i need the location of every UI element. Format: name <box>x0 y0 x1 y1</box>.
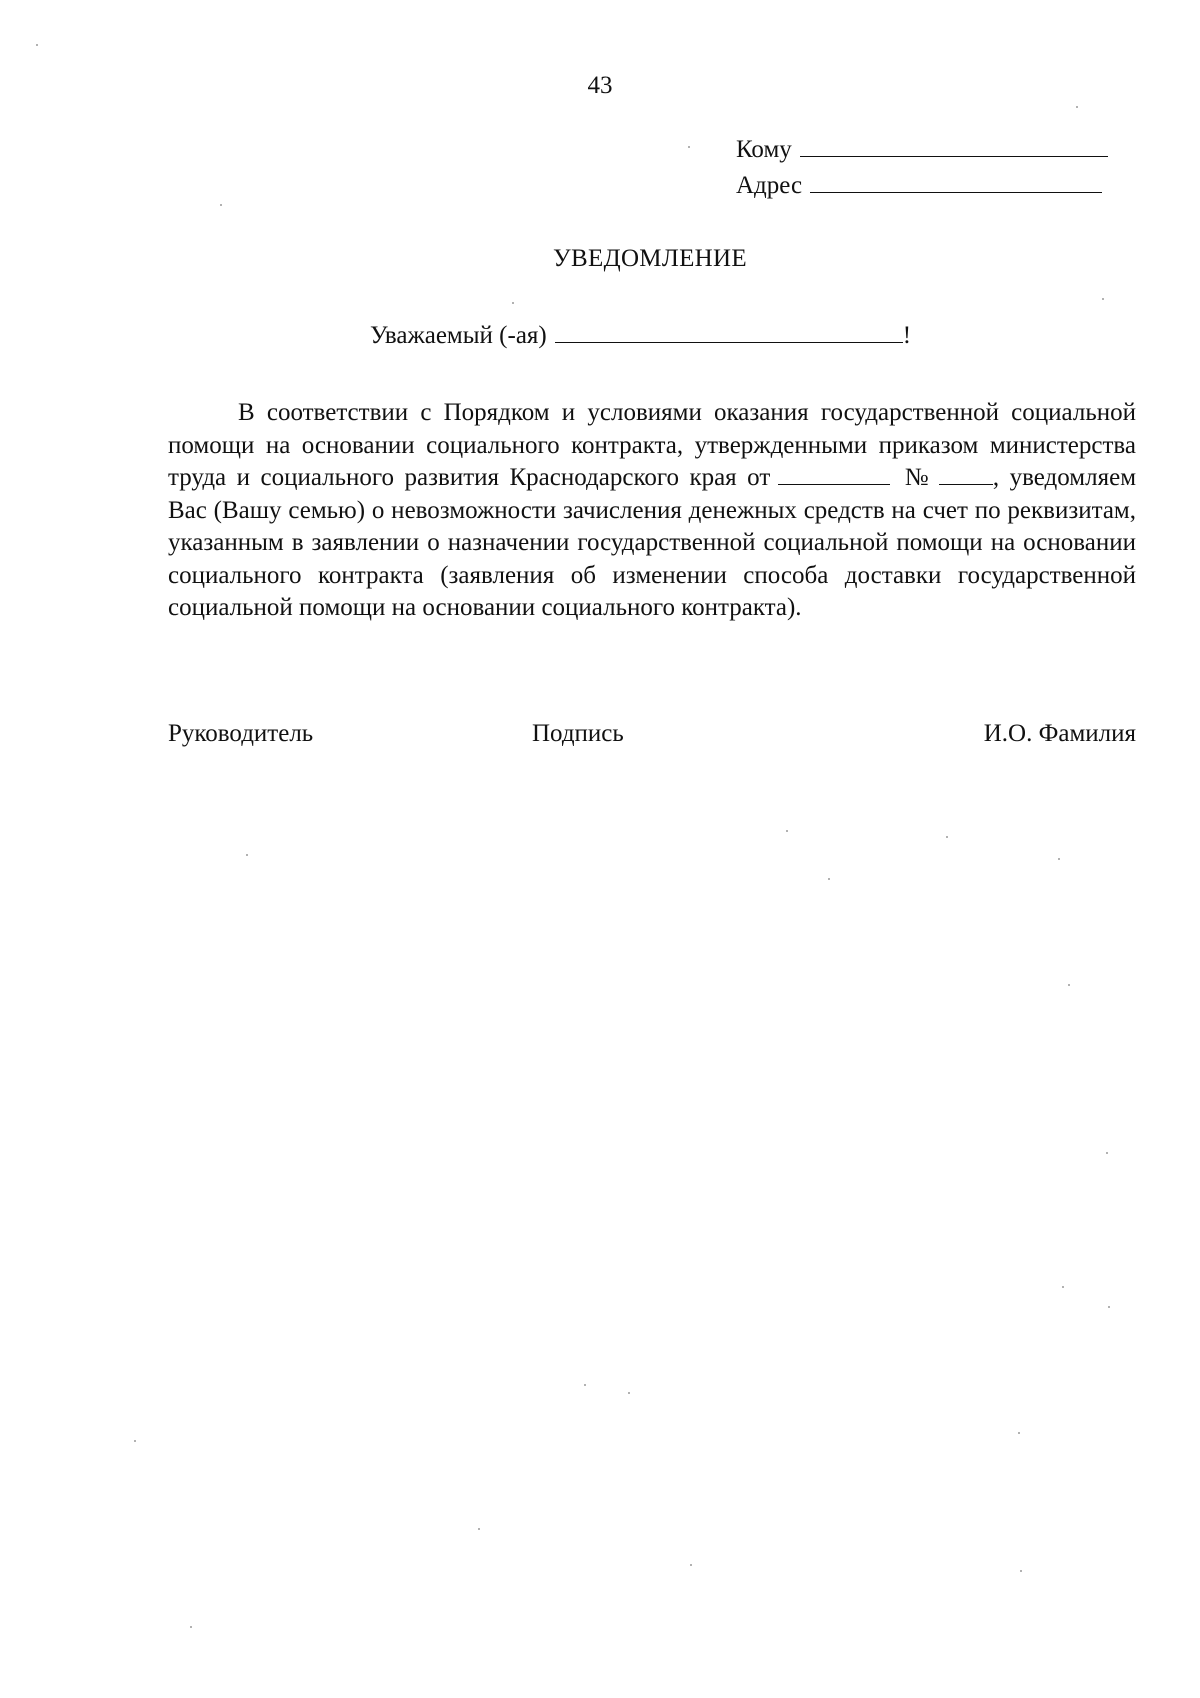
scan-speck <box>220 204 222 206</box>
address-blank-line <box>810 170 1102 193</box>
order-number-blank <box>939 466 993 485</box>
document-title: УВЕДОМЛЕНИЕ <box>553 245 747 272</box>
address-line <box>736 170 1102 200</box>
scan-speck <box>512 302 514 304</box>
scan-speck <box>1102 298 1104 300</box>
scan-speck <box>690 1564 692 1566</box>
scan-speck <box>1018 1432 1020 1434</box>
position-label: Руководитель <box>168 720 314 747</box>
body-text-part2: , уведомляем Вас (Вашу семью) о невозможности зачисления денежных средств на счет по реквизитам, указанным в заявлении о назначении государственной социальной помощи на основании социального контракта (заявления об изменении способа доставки государственной социальной помощи на основании социального контракта). <box>168 464 1137 621</box>
body-text-part1: В соответствии с Порядком и условиями оказания государственной социальной помощи на основании социального контракта, утвержденными приказом министерства труда и социального развития Краснодарского края от <box>168 399 1136 491</box>
scan-speck <box>36 44 38 46</box>
scan-speck <box>246 854 248 856</box>
salutation-suffix: ! <box>902 322 912 349</box>
number-sign: № <box>904 464 933 491</box>
scan-speck <box>1076 106 1078 108</box>
salutation-prefix: Уважаемый (-ая) <box>370 322 547 349</box>
order-date-blank <box>778 466 890 485</box>
scan-speck <box>946 836 948 838</box>
signature-label: Подпись <box>532 720 624 747</box>
page-number: 43 <box>587 72 613 99</box>
name-label: И.О. Фамилия <box>983 720 1136 747</box>
notice-body <box>168 397 1136 625</box>
scan-speck <box>584 1384 586 1386</box>
scan-speck <box>786 830 788 832</box>
scan-speck <box>1106 1152 1108 1154</box>
recipient-label: Кому <box>736 136 792 163</box>
scan-speck <box>1062 1286 1064 1288</box>
scan-speck <box>1108 1306 1110 1308</box>
scan-speck <box>478 1528 480 1530</box>
scan-speck <box>190 1626 192 1628</box>
address-label: Адрес <box>736 172 803 199</box>
salutation-blank-line <box>555 320 903 343</box>
signature-block <box>168 720 1136 754</box>
scan-speck <box>628 1392 630 1394</box>
scan-speck <box>1058 858 1060 860</box>
scan-speck <box>688 146 690 148</box>
recipient-blank-line <box>800 134 1108 157</box>
scan-speck <box>1020 1570 1022 1572</box>
scan-speck <box>134 1440 136 1442</box>
scan-speck <box>828 878 830 880</box>
salutation-line <box>370 320 911 350</box>
recipient-line <box>736 134 1108 164</box>
scan-speck <box>1068 984 1070 986</box>
